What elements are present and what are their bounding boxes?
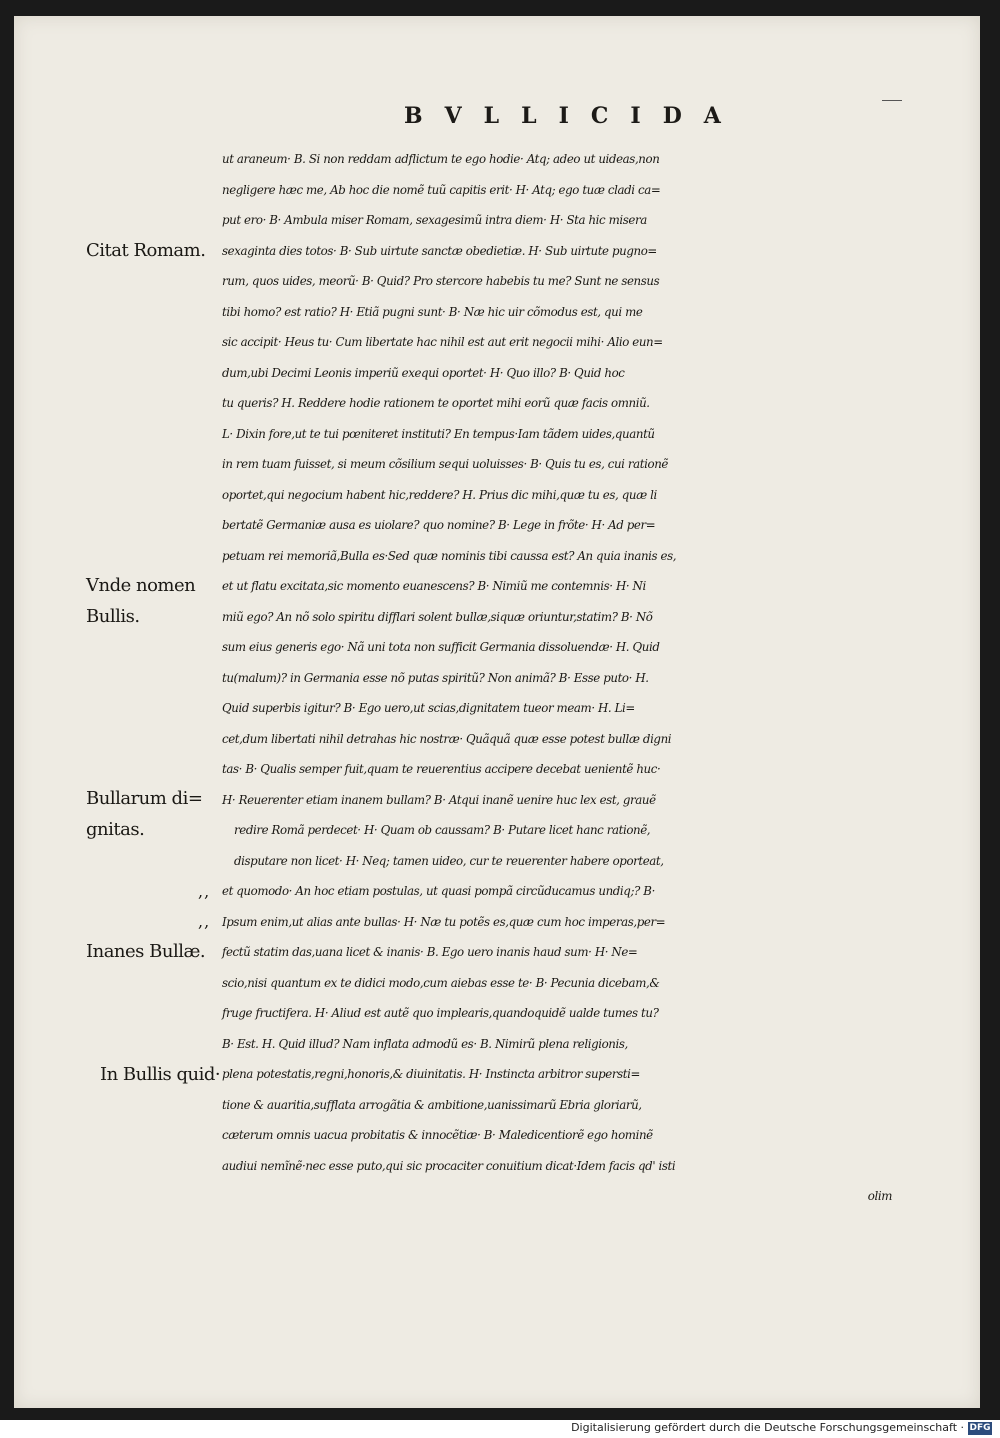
text-line: sum eius generis ego· Nã uni tota non sufficit Germania dissoluendæ· H. Quid — [222, 640, 660, 654]
text-line: Ipsum enim,ut alias ante bullas· H· Næ tu potẽs es,quæ cum hoc imperas,per= — [222, 914, 666, 929]
dfg-logo: DFG — [969, 1423, 991, 1433]
text-line: L· Dixin fore,ut te tui pœniteret instituti? En tempus·Iam tãdem uides,quantũ — [222, 426, 655, 441]
text-line: dum,ubi Decimi Leonis imperiũ exequi oportet· H· Quo illo? B· Quid hoc — [222, 365, 625, 380]
margin-note-line: Inanes Bullæ. — [86, 941, 206, 962]
text-line: tibi homo? est ratio? H· Etiã pugni sunt· B· Næ hic uir cõmodus est, qui me — [222, 304, 643, 319]
text-line: B· Est. H. Quid illud? Nam inflata admodũ es· B. Nimirũ plena religionis, — [222, 1036, 628, 1051]
text-line: fruge fructifera. H· Aliud est autẽ quo implearis,quandoquidẽ ualde tumes tu? — [222, 1006, 659, 1020]
margin-note-unde-nomen — [86, 571, 220, 632]
margin-note-inanes-bullae — [86, 937, 220, 968]
text-line: petuam rei memoriã,Bulla es·Sed quæ nominis tibi caussa est? An quia inanis es, — [222, 548, 677, 563]
margin-note-line: Citat Romam. — [86, 240, 206, 261]
margin-note-line: In Bullis quid· — [100, 1064, 221, 1085]
running-head: BVLLICIDA — [404, 103, 743, 129]
quote-mark: ,, — [198, 882, 211, 901]
margin-note-line: Bullis. — [86, 605, 140, 627]
text-line: ut araneum· B. Si non reddam adflictum te ego hodie· Atq; adeo ut uideas,non — [222, 152, 660, 166]
margin-note-line: gnitas. — [86, 818, 145, 840]
margin-note-line: Bullarum di= — [86, 788, 203, 809]
body-text — [222, 144, 922, 1212]
text-line: oportet,qui negocium habent hic,reddere? H. Prius dic mihi,quæ tu es, quæ li — [222, 487, 657, 502]
text-line: sexaginta dies totos· B· Sub uirtute sanctæ obedietiæ. H· Sub uirtute pugno= — [222, 243, 657, 258]
text-line: fectũ statim das,uana licet & inanis· B. Ego uero inanis haud sum· H· Ne= — [222, 945, 638, 959]
text-line: audiui nemĩnẽ·nec esse puto,qui sic procaciter conuitium dicat·Idem facis qd' isti — [222, 1158, 676, 1173]
text-line: cæterum omnis uacua probitatis & innocẽtiæ· B· Maledicentiorẽ ego hominẽ — [222, 1128, 653, 1142]
quote-mark: ,, — [198, 912, 211, 931]
text-line: scio,nisi quantum ex te didici modo,cum aiebas esse te· B· Pecunia dicebam,& — [222, 975, 660, 990]
text-line: cet,dum libertati nihil detrahas hic nostræ· Quãquã quæ esse potest bullæ digni — [222, 731, 672, 746]
text-line: Quid superbis igitur? B· Ego uero,ut scias,dignitatem tueor meam· H. Li= — [222, 701, 635, 715]
margin-note-bullarum-dignitas — [86, 784, 220, 845]
footer-credit: Digitalisierung gefördert durch die Deutsche Forschungsgemeinschaft · — [571, 1421, 964, 1434]
text-line: et ut flatu excitata,sic momento euanescens? B· Nimiũ me contemnis· H· Ni — [222, 579, 646, 593]
margin-note-in-bullis-quid — [100, 1060, 234, 1091]
text-line: put ero· B· Ambula miser Romam, sexagesimũ intra diem· H· Sta hic misera — [222, 213, 647, 227]
text-line: sic accipit· Heus tu· Cum libertate hac nihil est aut erit negocii mihi· Alio eun= — [222, 335, 663, 349]
text-line: plena potestatis,regni,honoris,& diuinitatis. H· Instincta arbitror supersti= — [222, 1067, 640, 1081]
margin-note-citat-romam — [86, 236, 220, 267]
text-line: bertatẽ Germaniæ ausa es uiolare? quo nomine? B· Lege in frõte· H· Ad per= — [222, 518, 656, 532]
margin-note-line: Vnde nomen — [86, 575, 196, 596]
text-line: et quomodo· An hoc etiam postulas, ut quasi pompã circũducamus undiq;? B· — [222, 884, 655, 898]
text-line: miũ ego? An nõ solo spiritu difflari solent bullæ,siquæ oriuntur,statim? B· Nõ — [222, 609, 653, 624]
text-line: negligere hæc me, Ab hoc die nomẽ tuũ capitis erit· H· Atq; ego tuæ cladi ca= — [222, 182, 661, 197]
text-line: olim — [867, 1189, 892, 1203]
text-line: redire Romã perdecet· H· Quam ob caussam? B· Putare licet hanc rationẽ, — [234, 823, 651, 837]
text-line: in rem tuam fuisset, si meum cõsilium sequi uoluisses· B· Quis tu es, cui rationẽ — [222, 457, 668, 471]
text-line: rum, quos uides, meorũ· B· Quid? Pro stercore habebis tu me? Sunt ne sensus — [222, 274, 660, 288]
text-line: H· Reuerenter etiam inanem bullam? B· Atqui inanẽ uenire huc lex est, grauẽ — [222, 792, 656, 807]
text-line: disputare non licet· H· Neq; tamen uideo, cur te reuerenter habere oporteat, — [234, 853, 664, 868]
text-line: tas· B· Qualis semper fuit,quam te reuerentius accipere decebat uenientẽ huc· — [222, 762, 661, 776]
text-line: tu queris? H. Reddere hodie rationem te oportet mihi eorũ quæ facis omniũ. — [222, 396, 650, 410]
text-line: tione & auaritia,sufflata arrogãtia & ambitione,uanissimarũ Ebria gloriarũ, — [222, 1097, 642, 1112]
text-line: tu(malum)? in Germania esse nõ putas spiritũ? Non animã? B· Esse puto· H. — [222, 670, 649, 685]
corner-mark — [882, 100, 902, 101]
